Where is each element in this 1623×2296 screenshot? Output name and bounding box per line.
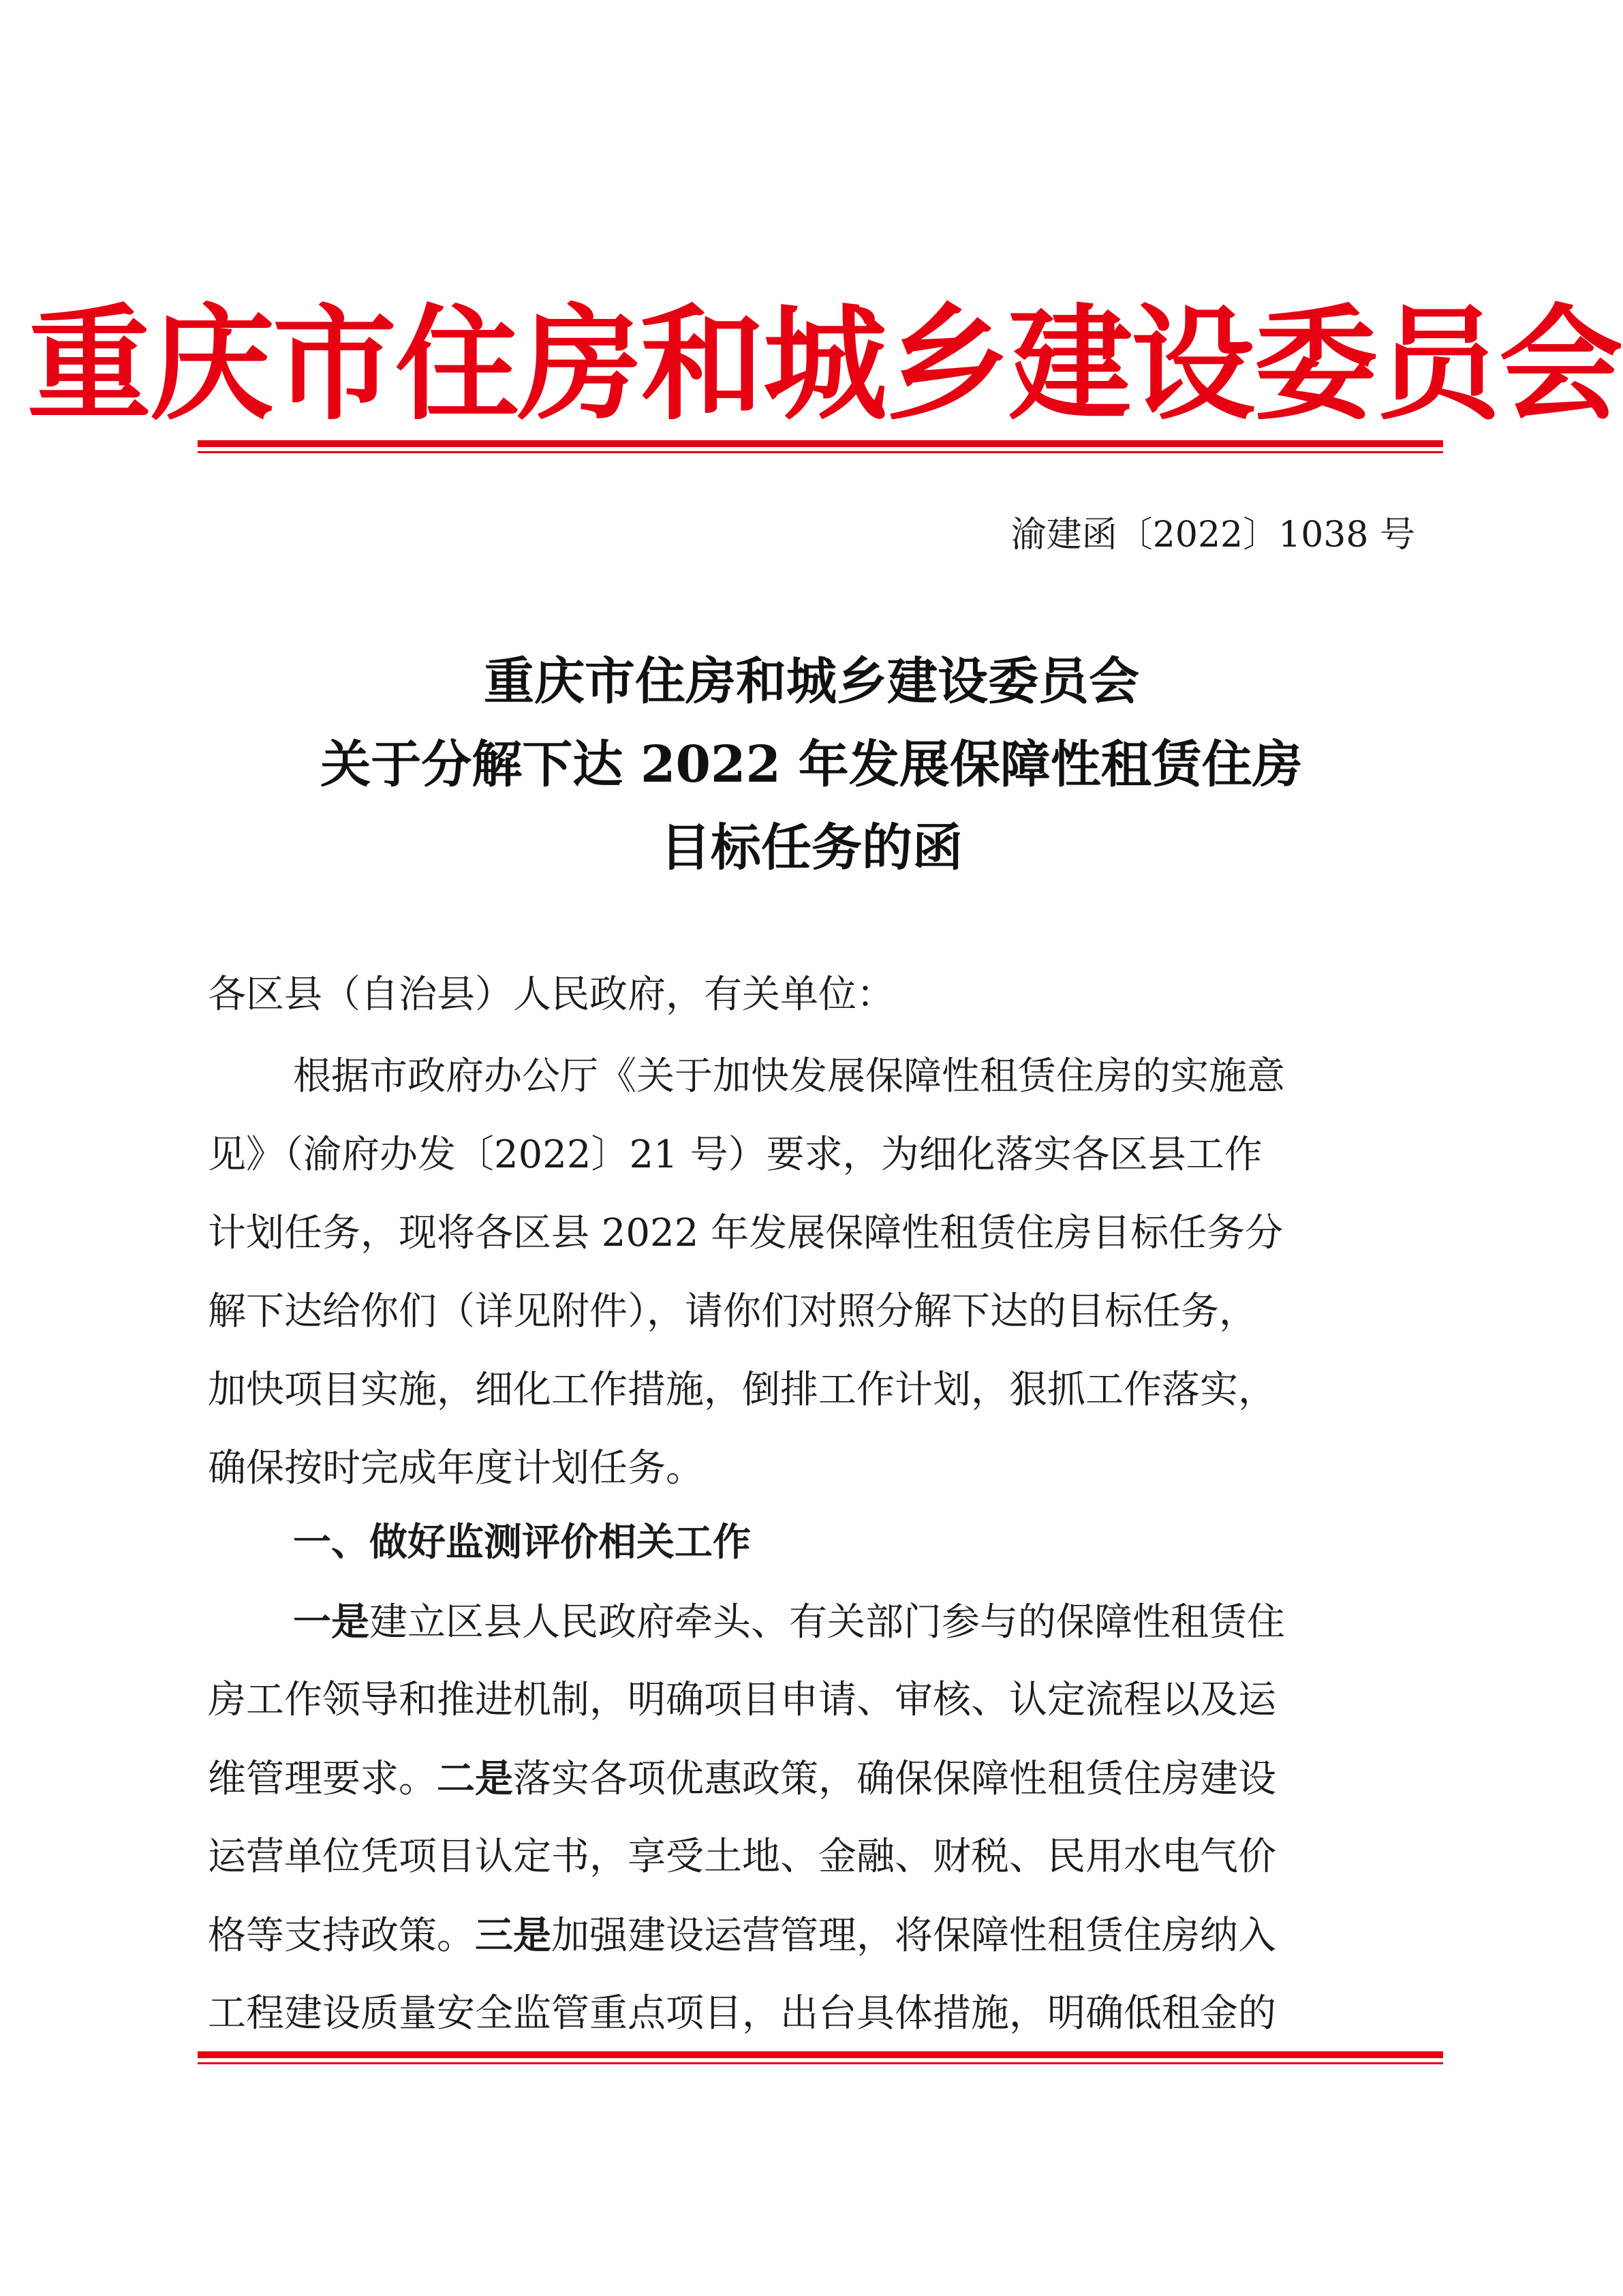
body-text: 格等支持政策。 <box>208 1914 475 1958</box>
body-line: 见》（渝府办发〔2022〕21 号）要求，为细化落实各区县工作 <box>208 1133 1263 1177</box>
body-line: 计划任务，现将各区县 2022 年发展保障性租赁住房目标任务分 <box>208 1211 1284 1255</box>
body-line: 解下达给你们（详见附件），请你们对照分解下达的目标任务， <box>208 1289 1257 1334</box>
body-line: 根据市政府办公厅《关于加快发展保障性租赁住房的实施意 <box>293 1054 1285 1099</box>
masthead-rule-thick <box>198 440 1443 447</box>
body-text: 落实各项优惠政策，确保保障性租赁住房建设 <box>513 1757 1276 1801</box>
body-text: 加强建设运营管理，将保障性租赁住房纳入 <box>551 1914 1276 1958</box>
masthead-org-name: 重庆市住房和城乡建设委员会 <box>27 292 1622 437</box>
body-line <box>208 1912 1276 1960</box>
salutation: 各区县（自治县）人民政府，有关单位： <box>208 973 895 1017</box>
lead-term: 三是 <box>475 1913 551 1958</box>
masthead <box>27 266 1622 443</box>
body-line: 运营单位凭项目认定书，享受土地、金融、财税、民用水电气价 <box>208 1835 1276 1879</box>
body-line <box>293 1598 1285 1647</box>
footer-rule-thin <box>198 2062 1443 2064</box>
body-line: 工程建设质量安全监管重点项目，出台具体措施，明确低租金的 <box>208 1991 1276 2036</box>
body-line: 加快项目实施，细化工作措施，倒排工作计划，狠抓工作落实， <box>208 1368 1276 1412</box>
title-line-3: 目标任务的函 <box>660 818 963 877</box>
lead-term: 二是 <box>437 1756 513 1801</box>
body-line: 确保按时完成年度计划任务。 <box>208 1446 704 1490</box>
footer-rule-thick <box>198 2051 1443 2058</box>
masthead-rule-thin <box>198 451 1443 453</box>
body-text: 维管理要求。 <box>208 1757 437 1801</box>
document-number: 渝建函〔2022〕1038 号 <box>1010 515 1415 555</box>
title-line-1: 重庆市住房和城乡建设委员会 <box>484 652 1139 711</box>
body-line: 房工作领导和推进机制，明确项目申请、审核、认定流程以及运 <box>208 1678 1276 1722</box>
lead-term: 一是 <box>293 1599 369 1644</box>
body-line <box>208 1755 1276 1803</box>
body-text: 建立区县人民政府牵头、有关部门参与的保障性租赁住 <box>369 1600 1285 1644</box>
section-heading: 一、做好监测评价相关工作 <box>293 1520 751 1565</box>
title-line-2: 关于分解下达 2022 年发展保障性租赁住房 <box>320 735 1303 794</box>
